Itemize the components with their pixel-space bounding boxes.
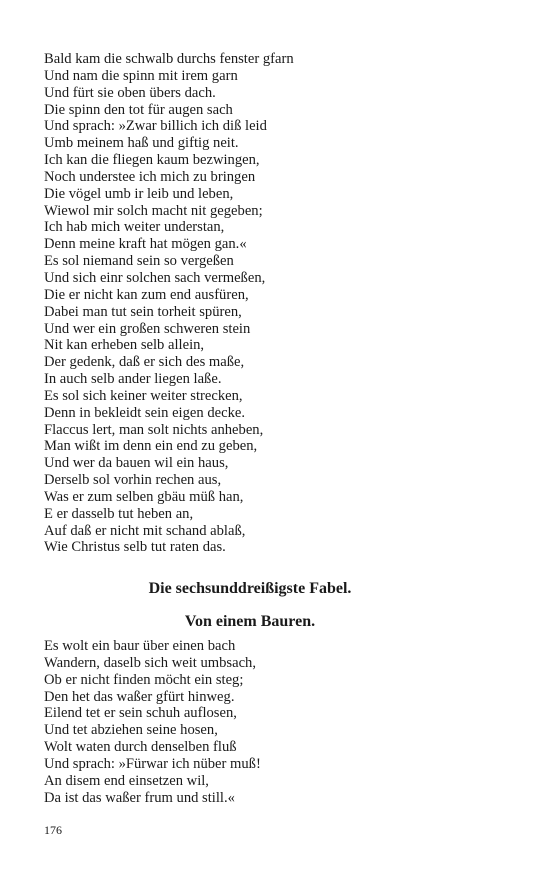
verse-line: Und wer ein großen schweren stein: [44, 320, 251, 337]
verse-line: E er dasselb tut heben an,: [44, 505, 194, 522]
verse-line: Auf daß er nicht mit schand ablaß,: [44, 522, 246, 539]
verse-line: Ich hab mich weiter understan,: [44, 219, 225, 236]
verse-line: Die er nicht kan zum end ausfüren,: [44, 286, 249, 303]
verse-line: Denn meine kraft hat mögen gan.«: [44, 236, 247, 253]
poem-stanza-new-fable: [44, 638, 261, 806]
verse-line: Und tet abziehen seine hosen,: [44, 722, 218, 739]
verse-line: Es sol niemand sein so vergeßen: [44, 253, 234, 270]
verse-line: In auch selb ander liegen laße.: [44, 371, 222, 388]
verse-line: Die spinn den tot für augen sach: [44, 101, 233, 118]
verse-line: Wie Christus selb tut raten das.: [44, 539, 226, 556]
verse-line: Eilend tet er sein schuh auflosen,: [44, 705, 237, 722]
verse-line: Umb meinem haß und giftig neit.: [44, 135, 239, 152]
verse-line: Und fürt sie oben übers dach.: [44, 84, 216, 101]
fable-subtitle: Von einem Bauren.: [184, 613, 316, 630]
verse-line: Wiewol mir solch macht nit gegeben;: [44, 202, 263, 219]
verse-line: Ich kan die fliegen kaum bezwingen,: [44, 152, 260, 169]
verse-line: Nit kan erheben selb allein,: [44, 337, 205, 354]
verse-line: Die vögel umb ir leib und leben,: [44, 185, 234, 202]
poem-stanza-end-of-fable: [44, 51, 294, 556]
verse-line: Ob er nicht finden möcht ein steg;: [44, 671, 244, 688]
verse-line: Und sprach: »Zwar billich ich diß leid: [44, 118, 267, 135]
verse-line: Derselb sol vorhin rechen aus,: [44, 472, 222, 489]
verse-line: Wolt waten durch denselben fluß: [44, 739, 237, 756]
verse-line: Es wolt ein baur über einen bach: [44, 638, 236, 654]
verse-line: Da ist das waßer frum und still.«: [44, 789, 235, 806]
verse-line: Bald kam die schwalb durchs fenster gfarn: [44, 51, 294, 67]
verse-line: Dabei man tut sein torheit spüren,: [44, 303, 242, 320]
fable-title: Die sechsunddreißigste Fabel.: [148, 580, 352, 597]
verse-line: Und sich einr solchen sach vermeßen,: [44, 269, 266, 286]
verse-line: Den het das waßer gfürt hinweg.: [44, 688, 235, 705]
page-number: 176: [44, 823, 62, 837]
verse-line: Es sol sich keiner weiter strecken,: [44, 387, 243, 404]
verse-line: Was er zum selben gbäu müß han,: [44, 488, 244, 505]
verse-line: Und nam die spinn mit irem garn: [44, 67, 238, 84]
verse-line: Der gedenk, daß er sich des maße,: [44, 354, 245, 371]
verse-line: Flaccus lert, man solt nichts anheben,: [44, 421, 264, 438]
verse-line: Man wißt im denn ein end zu geben,: [44, 438, 258, 455]
verse-line: Wandern, daselb sich weit umbsach,: [44, 654, 256, 671]
verse-line: Und wer da bauen wil ein haus,: [44, 455, 229, 472]
verse-line: Und sprach: »Fürwar ich nüber muß!: [44, 755, 261, 772]
verse-line: An disem end einsetzen wil,: [44, 772, 209, 789]
verse-line: Denn in bekleidt sein eigen decke.: [44, 404, 245, 421]
verse-line: Noch understee ich mich zu bringen: [44, 168, 256, 185]
